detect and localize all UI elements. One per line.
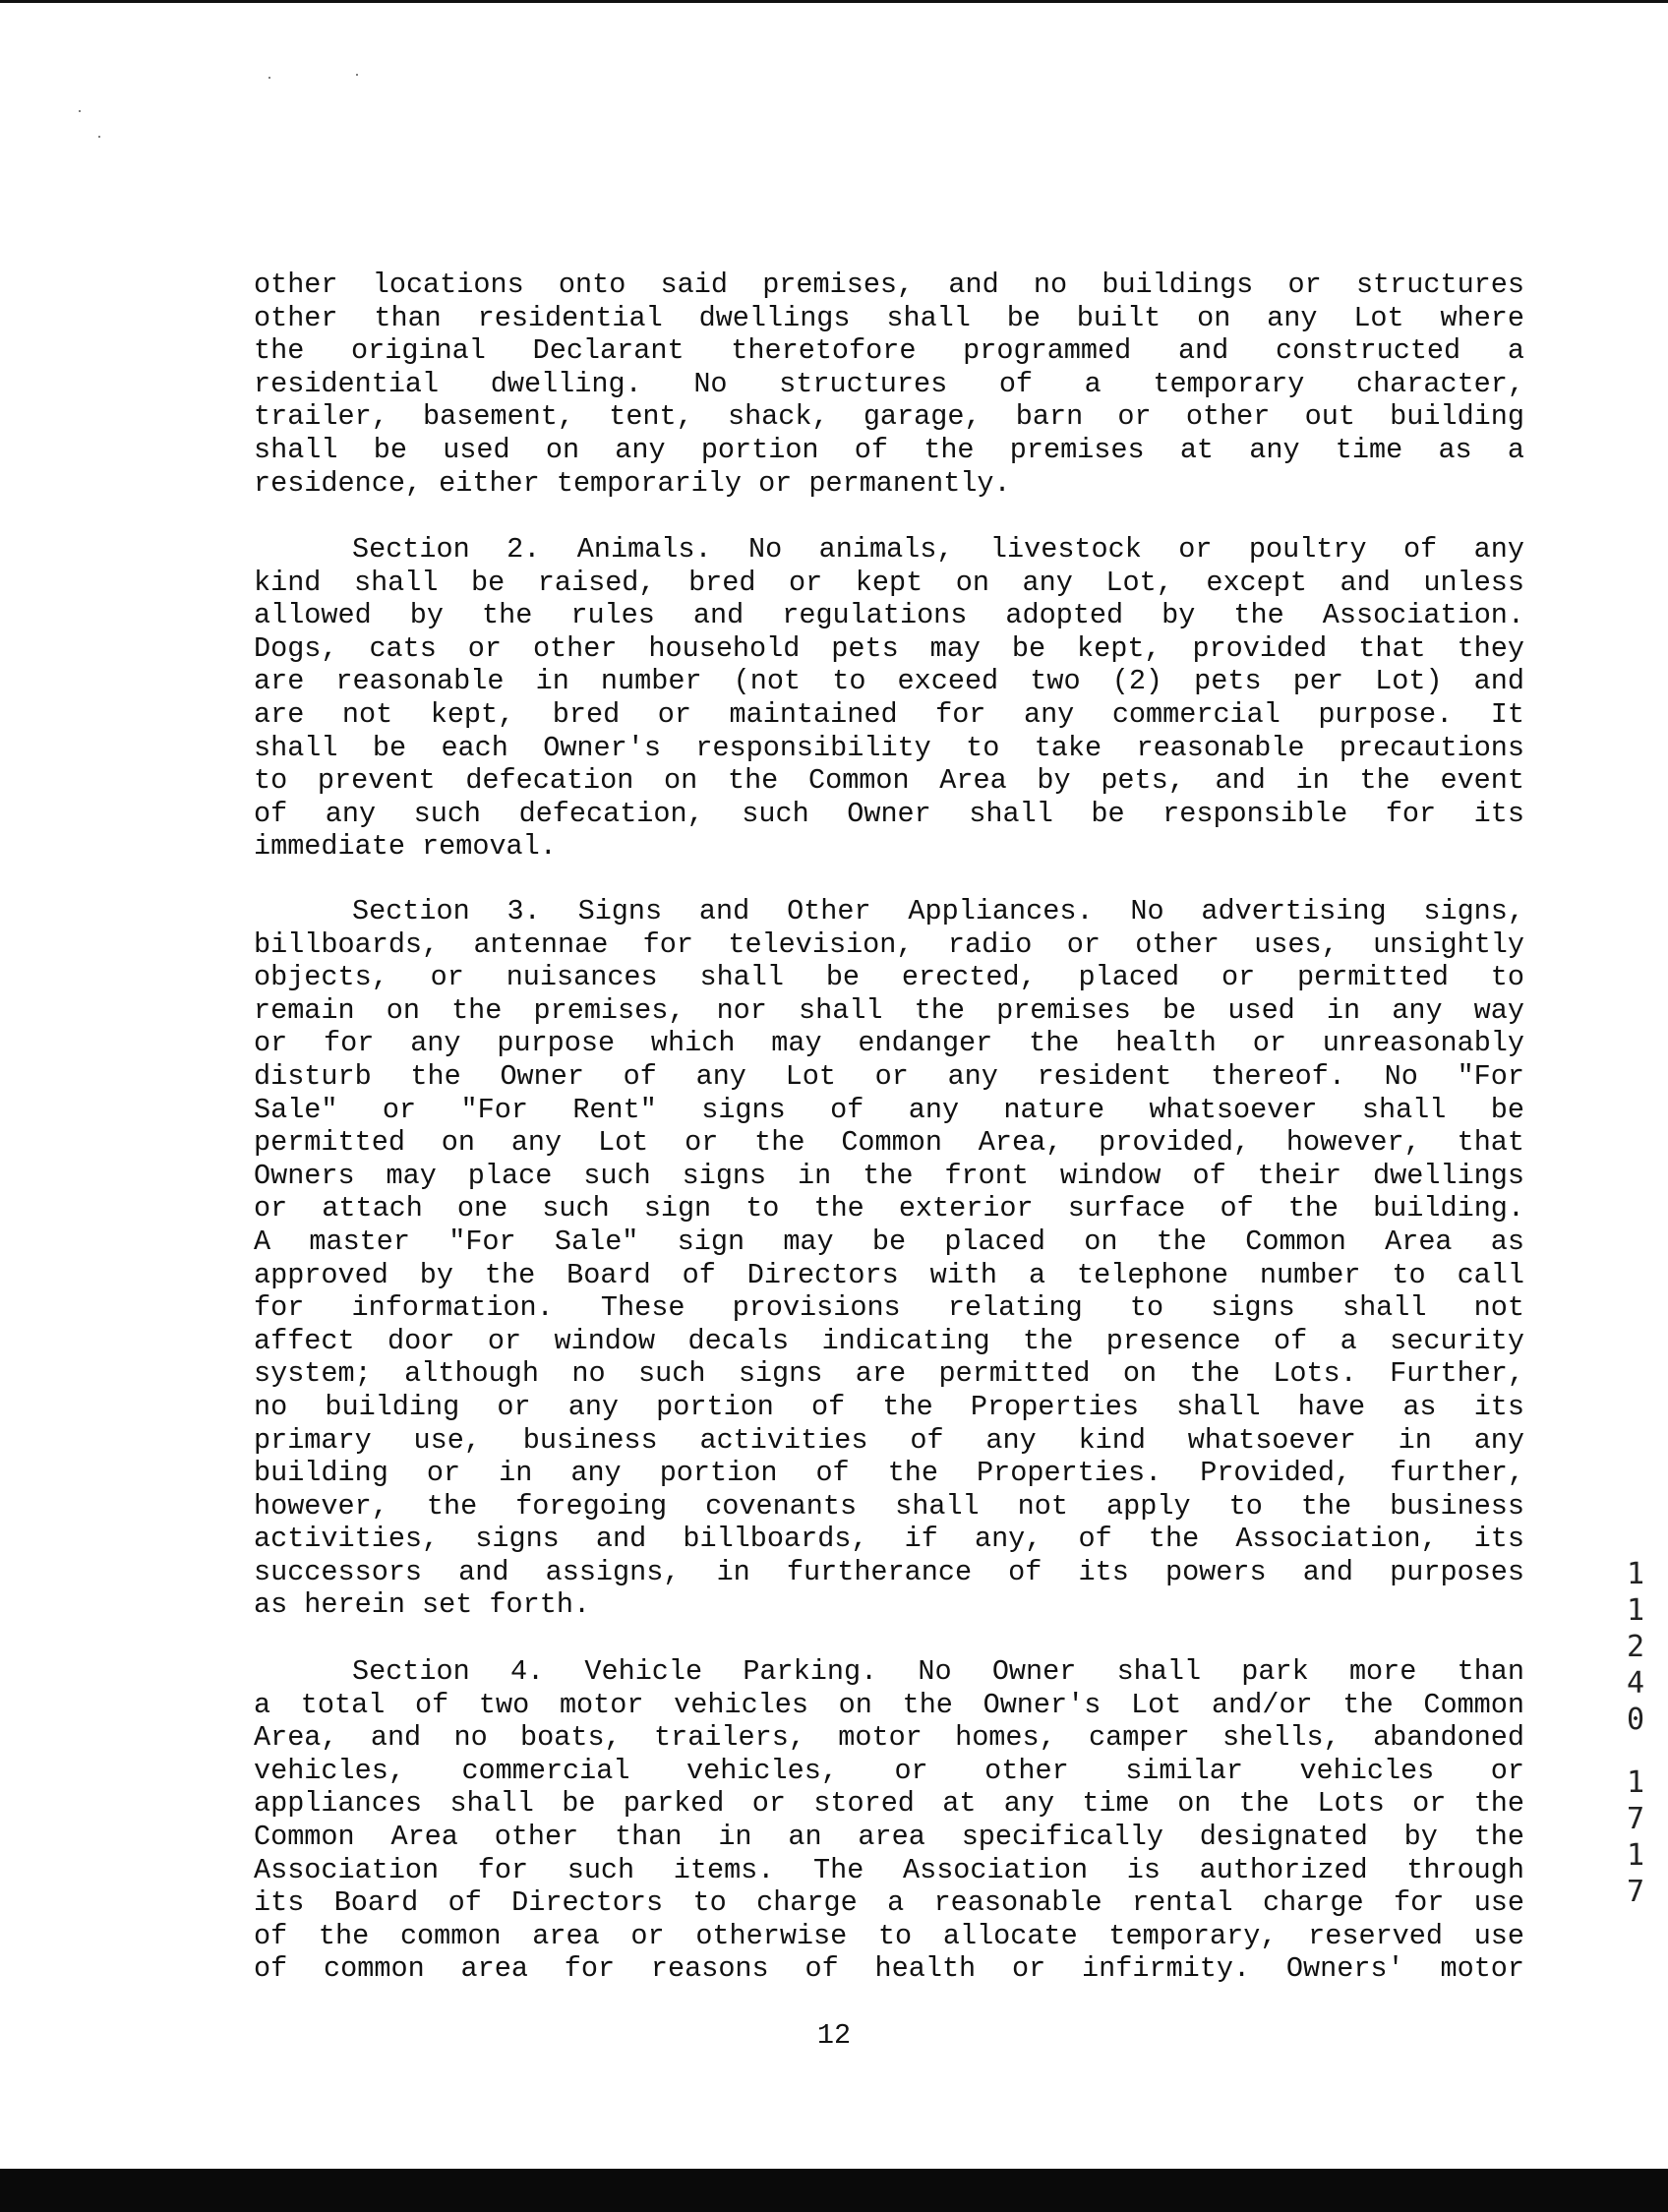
stamp-digit: 1 <box>1626 1765 1645 1800</box>
text-line: a total of two motor vehicles on the Owner's Lot and/or the Common <box>254 1688 1524 1721</box>
text-line: of the common area or otherwise to allocate temporary, reserved use <box>254 1919 1524 1952</box>
text-line: allowed by the rules and regulations adopted by the Association. <box>254 599 1524 632</box>
text-line: the original Declarant theretofore programmed and constructed a <box>254 334 1524 368</box>
stamp-digit: 2 <box>1626 1630 1645 1664</box>
text-line: immediate removal. <box>254 830 557 864</box>
text-line: remain on the premises, nor shall the premises be used in any way <box>254 993 1524 1027</box>
text-line: objects, or nuisances shall be erected, placed or permitted to <box>254 961 1524 994</box>
stamp-digit: 4 <box>1626 1666 1645 1701</box>
stamp-digit: 0 <box>1626 1703 1645 1737</box>
text-line: are not kept, bred or maintained for any commercial purpose. It <box>254 697 1524 731</box>
section-2-animals <box>254 533 1524 864</box>
text-line: Sale" or "For Rent" signs of any nature whatsoever shall be <box>254 1093 1524 1126</box>
text-line: Area, and no boats, trailers, motor homes, camper shells, abandoned <box>254 1721 1524 1755</box>
section-4-vehicle-parking <box>254 1655 1524 1986</box>
text-line: appliances shall be parked or stored at any time on the Lots or the <box>254 1787 1524 1821</box>
margin-recording-stamp <box>1621 1556 1650 1910</box>
stamp-digit: 1 <box>1626 1593 1645 1628</box>
page-number: 12 <box>816 2019 852 2052</box>
text-line: shall be used on any portion of the premises at any time as a <box>254 433 1524 466</box>
text-line: A master "For Sale" sign may be placed on the Common Area as <box>254 1225 1524 1258</box>
stamp-digit: 7 <box>1626 1802 1645 1836</box>
text-line: of common area for reasons of health or infirmity. Owners' motor <box>254 1952 1524 1986</box>
text-line: primary use, business activities of any kind whatsoever in any <box>254 1423 1524 1457</box>
section-heading-line: Section 3. Signs and Other Appliances. No advertising signs, <box>352 895 1524 927</box>
section-heading-line: Section 4. Vehicle Parking. No Owner shall park more than <box>352 1655 1524 1688</box>
text-line: successors and assigns, in furtherance of its powers and purposes <box>254 1555 1524 1588</box>
text-line: or for any purpose which may endanger the health or unreasonably <box>254 1027 1524 1060</box>
text-line: billboards, antennae for television, radio or other uses, unsightly <box>254 927 1524 961</box>
scan-speck <box>98 136 100 138</box>
text-line: trailer, basement, tent, shack, garage, barn or other out building <box>254 400 1524 434</box>
text-line: or attach one such sign to the exterior surface of the building. <box>254 1192 1524 1226</box>
scan-bottom-band <box>0 2169 1668 2212</box>
text-line: permitted on any Lot or the Common Area, provided, however, that <box>254 1126 1524 1160</box>
text-line: other than residential dwellings shall be built on any Lot where <box>254 301 1524 334</box>
stamp-digit: 1 <box>1626 1838 1645 1873</box>
text-line: kind shall be raised, bred or kept on any Lot, except and unless <box>254 566 1524 599</box>
text-line: Dogs, cats or other household pets may be kept, provided that they <box>254 631 1524 665</box>
text-line: system; although no such signs are permitted on the Lots. Further, <box>254 1357 1524 1391</box>
scan-speck <box>268 77 270 79</box>
text-line: other locations onto said premises, and no buildings or structures <box>254 269 1524 301</box>
stamp-gap <box>1621 1738 1650 1764</box>
scan-speck <box>356 74 358 76</box>
text-line: Common Area other than in an area specifically designated by the <box>254 1820 1524 1853</box>
text-line: however, the foregoing covenants shall not apply to the business <box>254 1489 1524 1523</box>
stamp-digit: 7 <box>1626 1875 1645 1909</box>
text-line: approved by the Board of Directors with a telephone number to call <box>254 1258 1524 1291</box>
text-line: as herein set forth. <box>254 1588 591 1622</box>
text-line: activities, signs and billboards, if any, of the Association, its <box>254 1523 1524 1556</box>
text-line: Association for such items. The Association is authorized through <box>254 1853 1524 1886</box>
text-line: are reasonable in number (not to exceed two (2) pets per Lot) and <box>254 665 1524 698</box>
text-line: affect door or window decals indicating the presence of a security <box>254 1324 1524 1357</box>
text-line: vehicles, commercial vehicles, or other similar vehicles or <box>254 1754 1524 1787</box>
text-line: no building or any portion of the Properties shall have as its <box>254 1390 1524 1423</box>
section-3-signs <box>254 895 1524 1622</box>
text-line: building or in any portion of the Properties. Provided, further, <box>254 1457 1524 1490</box>
text-line: shall be each Owner's responsibility to take reasonable precautions <box>254 731 1524 764</box>
text-line: residence, either temporarily or permanently. <box>254 466 1011 500</box>
section-heading-line: Section 2. Animals. No animals, livestock or poultry of any <box>352 533 1524 566</box>
text-line: residential dwelling. No structures of a temporary character, <box>254 367 1524 400</box>
stamp-digit: 1 <box>1626 1557 1645 1591</box>
text-line: for information. These provisions relating to signs shall not <box>254 1291 1524 1325</box>
text-line: disturb the Owner of any Lot or any resident thereof. No "For <box>254 1059 1524 1093</box>
scan-speck <box>79 110 81 112</box>
text-line: to prevent defecation on the Common Area by pets, and in the event <box>254 764 1524 798</box>
text-line: of any such defecation, such Owner shall be responsible for its <box>254 797 1524 830</box>
text-line: its Board of Directors to charge a reasonable rental charge for use <box>254 1886 1524 1920</box>
text-line: Owners may place such signs in the front window of their dwellings <box>254 1159 1524 1192</box>
scan-top-border <box>0 0 1668 3</box>
paragraph-continuation <box>254 269 1524 500</box>
